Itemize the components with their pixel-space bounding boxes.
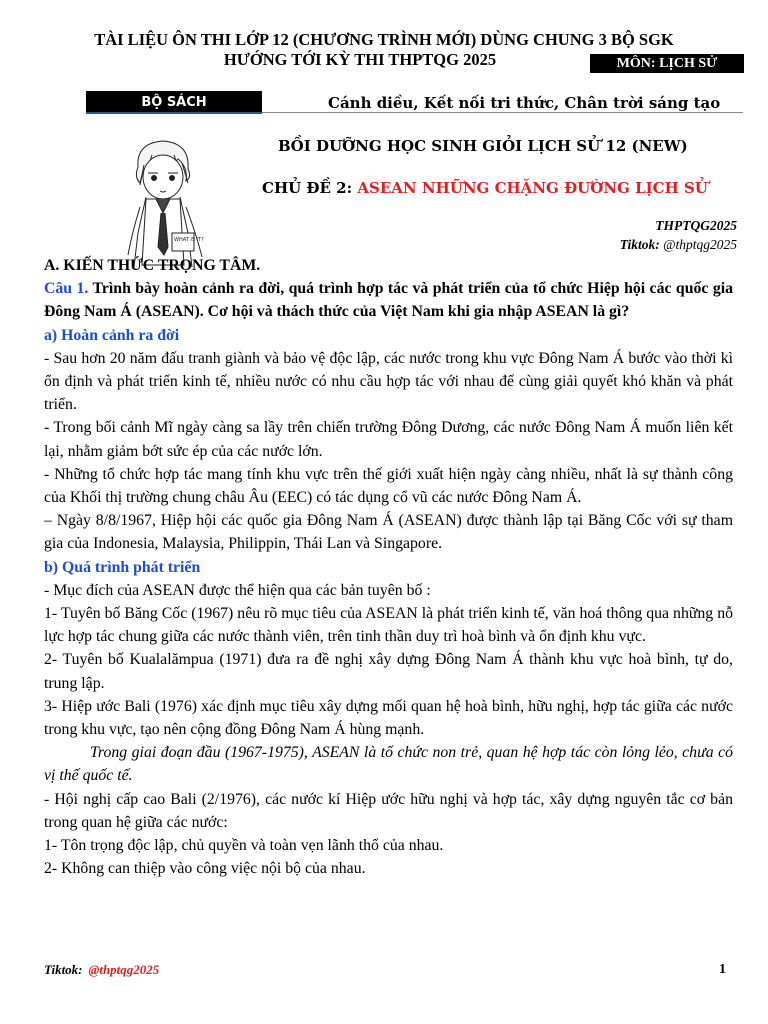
main-content xyxy=(44,254,733,880)
subheading-b: b) Quá trình phát triển xyxy=(44,558,201,576)
topic-title xyxy=(262,179,708,197)
header-line-2: HƯỚNG TỚI KỲ THI THPTQG 2025 xyxy=(223,50,497,69)
exam-tag: THPTQG2025 xyxy=(655,218,737,233)
paragraph: - Trong bối cảnh Mĩ ngày càng sa lầy trên chiến trường Đông Dương, các nước Đông Nam Á muốn liên kết lại, nhằm giảm bớt sức ép của các nước lớn. xyxy=(44,419,733,460)
tiktok-tag xyxy=(620,237,737,253)
subheading-a: a) Hoàn cảnh ra đời xyxy=(44,326,180,344)
paragraph: - Hội nghị cấp cao Bali (2/1976), các nước kí Hiệp ước hữu nghị và hợp tác, xây dựng nguyên tắc cơ bản trong quan hệ giữa các nước: xyxy=(44,790,733,831)
paragraph: 3- Hiệp ước Bali (1976) xác định mục tiêu xây dựng mối quan hệ hoà bình, hữu nghị, hợp tác giữa các nước trong khu vực, tạo nên cộng đồng Đông Nam Á hùng mạnh. xyxy=(44,697,733,739)
footer-tiktok-handle: @thptqg2025 xyxy=(88,962,160,977)
page-number: 1 xyxy=(719,962,726,977)
document-title: BỒI DƯỠNG HỌC SINH GIỎI LỊCH SỬ 12 (NEW) xyxy=(278,137,688,155)
anime-character-illustration xyxy=(118,137,208,267)
paragraph: – Ngày 8/8/1967, Hiệp hội các quốc gia Đông Nam Á (ASEAN) được thành lập tại Băng Cốc với sự tham gia của Indonesia, Malaysia, Philippin, Thái Lan và Singapore. xyxy=(44,512,733,553)
header-line-1: TÀI LIỆU ÔN THI LỚP 12 (CHƯƠNG TRÌNH MỚI) DÙNG CHUNG 3 BỘ SGK xyxy=(94,30,674,49)
footer-tiktok xyxy=(44,962,159,978)
paragraph: - Sau hơn 20 năm đấu tranh giành và bảo vệ độc lập, các nước trong khu vực Đông Nam Á bước vào thời kì ổn định và phát triển kinh tế, nhiều nước có nhu cầu hợp tác với nhau để cùng giải quyết khó khăn và phát triển. xyxy=(44,349,733,414)
section-heading-a: A. KIẾN THỨC TRỌNG TÂM. xyxy=(44,257,261,274)
paragraph: 1- Tuyên bố Băng Cốc (1967) nêu rõ mục tiêu của ASEAN là phát triển kinh tế, văn hoá thông qua những nỗ lực hợp tác chung giữa các nước thành viên, trên tinh thần duy trì hoà bình và ổn định khu vực. xyxy=(44,605,733,646)
illustration-caption: WHAT IS IT? xyxy=(174,237,204,243)
subject-badge: MÔN: LỊCH SỬ xyxy=(590,54,744,73)
paragraph: - Những tổ chức hợp tác mang tính khu vực trên thế giới xuất hiện ngày càng nhiều, nhất là sự thành công của Khối thị trường chung châu Âu (EEC) có tác dụng cổ vũ các nước Đông Nam Á. xyxy=(44,465,733,507)
italic-paragraph: Trong giai đoạn đầu (1967-1975), ASEAN là tổ chức non trẻ, quan hệ hợp tác còn lỏng lẻo, chưa có vị thế quốc tế. xyxy=(44,744,733,785)
paragraph: 1- Tôn trọng độc lập, chủ quyền và toàn vẹn lãnh thổ của nhau. xyxy=(44,837,444,855)
footer-tiktok-label: Tiktok: xyxy=(44,962,83,977)
question-number: Câu 1. xyxy=(44,280,89,298)
book-series-names: Cánh diều, Kết nối tri thức, Chân trời sáng tạo xyxy=(328,94,721,112)
paragraph: 2- Không can thiệp vào công việc nội bộ của nhau. xyxy=(44,860,366,878)
question-1 xyxy=(44,277,733,323)
paragraph: - Mục đích của ASEAN được thể hiện qua các bản tuyên bố : xyxy=(44,581,431,599)
topic-name: ASEAN NHỮNG CHẶNG ĐƯỜNG LỊCH SỬ xyxy=(357,179,708,197)
paragraph: 2- Tuyên bố Kualalămpua (1971) đưa ra đề nghị xây dựng Đông Nam Á thành khu vực hoà bình, tự do, trung lập. xyxy=(44,651,733,692)
tiktok-label: Tiktok: xyxy=(619,237,660,252)
topic-prefix: CHỦ ĐỀ 2: xyxy=(262,179,353,197)
question-text: Trình bày hoàn cảnh ra đời, quá trình hợp tác và phát triển của tổ chức Hiệp hội các quốc gia Đông Nam Á (ASEAN). Cơ hội và thách thức của Việt Nam khi gia nhập ASEAN là gì? xyxy=(44,280,733,321)
tiktok-handle: @thptqg2025 xyxy=(663,237,737,252)
books-badge: BỘ SÁCH xyxy=(86,91,262,114)
